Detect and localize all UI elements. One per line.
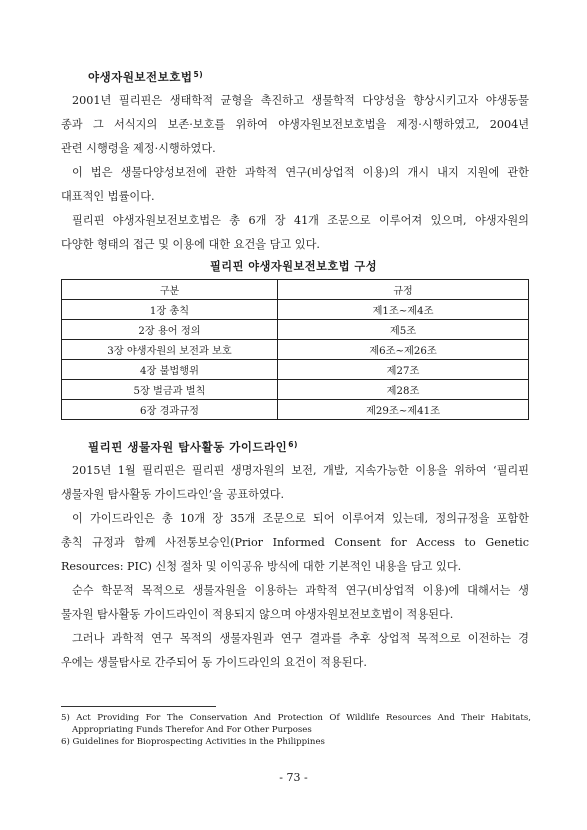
- text-line: 관련 시행령을 제정·시행하였다.: [61, 142, 216, 155]
- table-row: [62, 400, 529, 420]
- paragraph: [61, 89, 529, 161]
- law-structure-table: [61, 279, 529, 420]
- text-line: 총칙 규정과 함께 사전통보승인(Prior Informed Consent for Access to Genetic: [61, 536, 529, 549]
- footnote-divider: [61, 706, 216, 707]
- paragraph: [61, 161, 529, 209]
- cell-articles: 제6조~제26조: [278, 340, 529, 360]
- text-line: 이 법은 생물다양성보전에 관한 과학적 연구(비상업적 이용)의 개시 내지 지원에 관한: [72, 166, 529, 179]
- cell-chapter: 3장 야생자원의 보전과 보호: [62, 340, 278, 360]
- text-line: 물자원 탐사활동 가이드라인이 적용되지 않으며 야생자원보전보호법이 적용된다.: [61, 608, 454, 621]
- footnote-line: Appropriating Funds Therefor And For Other Purposes: [72, 724, 312, 735]
- text-line: Resources: PIC) 신청 절차 및 이익공유 방식에 대한 기본적인 내용을 담고 있다.: [61, 560, 462, 573]
- text-line: 2015년 1월 필리핀은 필리핀 생명자원의 보전, 개발, 지속가능한 이용을 위하여 ‘필리핀: [72, 464, 529, 477]
- table-row: [62, 380, 529, 400]
- text-line: 다양한 형태의 접근 및 이용에 대한 요건을 담고 있다.: [61, 238, 320, 251]
- text-line: 우에는 생물탐사로 간주되어 동 가이드라인의 요건이 적용된다.: [61, 656, 367, 669]
- cell-chapter: 6장 경과규정: [62, 400, 278, 420]
- section-heading-bioprospecting: [88, 439, 298, 455]
- text-line: 2001년 필리핀은 생태학적 균형을 촉진하고 생물학적 다양성을 향상시키고자 야생동물: [72, 94, 529, 107]
- paragraph: [61, 507, 529, 579]
- header-category: 구분: [62, 280, 278, 300]
- table-row: [62, 360, 529, 380]
- footnote-ref: 6): [288, 440, 298, 449]
- cell-chapter: 5장 벌금과 벌칙: [62, 380, 278, 400]
- cell-articles: 제28조: [278, 380, 529, 400]
- table-row: [62, 320, 529, 340]
- cell-articles: 제29조~제41조: [278, 400, 529, 420]
- page-number: - 73 -: [279, 771, 308, 784]
- table-caption: 필리핀 야생자원보전보호법 구성: [209, 260, 378, 273]
- paragraph: [61, 209, 529, 257]
- footnote: [61, 737, 531, 749]
- cell-articles: 제1조~제4조: [278, 300, 529, 320]
- text-line: 종과 그 서식지의 보존·보호를 위하여 야생자원보전보호법을 제정·시행하였고, 2004년: [61, 118, 529, 131]
- table-row: [62, 340, 529, 360]
- text-line: 필리핀 야생자원보전보호법은 총 6개 장 41개 조문으로 이루어져 있으며, 야생자원의: [72, 214, 529, 227]
- table-row: [62, 300, 529, 320]
- cell-articles: 제5조: [278, 320, 529, 340]
- paragraph: [61, 579, 529, 627]
- section-heading-wildlife-act: [88, 69, 203, 85]
- cell-chapter: 2장 용어 정의: [62, 320, 278, 340]
- cell-chapter: 4장 불법행위: [62, 360, 278, 380]
- cell-chapter: 1장 총칙: [62, 300, 278, 320]
- heading-text: 야생자원보전보호법: [88, 70, 193, 84]
- table-header-row: [62, 280, 529, 300]
- cell-articles: 제27조: [278, 360, 529, 380]
- text-line: 생물자원 탐사활동 가이드라인’을 공표하였다.: [61, 488, 285, 501]
- paragraph: [61, 459, 529, 507]
- footnote: [61, 713, 531, 736]
- header-provision: 규정: [278, 280, 529, 300]
- paragraph: [61, 627, 529, 675]
- text-line: 그러나 과학적 연구 목적의 생물자원과 연구 결과를 추후 상업적 목적으로 이전하는 경: [72, 632, 529, 645]
- text-line: 대표적인 법률이다.: [61, 190, 155, 203]
- footnote-line: 5) Act Providing For The Conservation And Protection Of Wildlife Resources And Their Habitats,: [61, 713, 531, 723]
- text-line: 이 가이드라인은 총 10개 장 35개 조문으로 되어 이루어져 있는데, 정의규정을 포함한: [72, 512, 529, 525]
- text-line: 순수 학문적 목적으로 생물자원을 이용하는 과학적 연구(비상업적 이용)에 대해서는 생: [72, 584, 529, 597]
- footnote-line: 6) Guidelines for Bioprospecting Activities in the Philippines: [61, 737, 325, 747]
- heading-text: 필리핀 생물자원 탐사활동 가이드라인: [88, 440, 288, 454]
- footnote-ref: 5): [193, 70, 204, 79]
